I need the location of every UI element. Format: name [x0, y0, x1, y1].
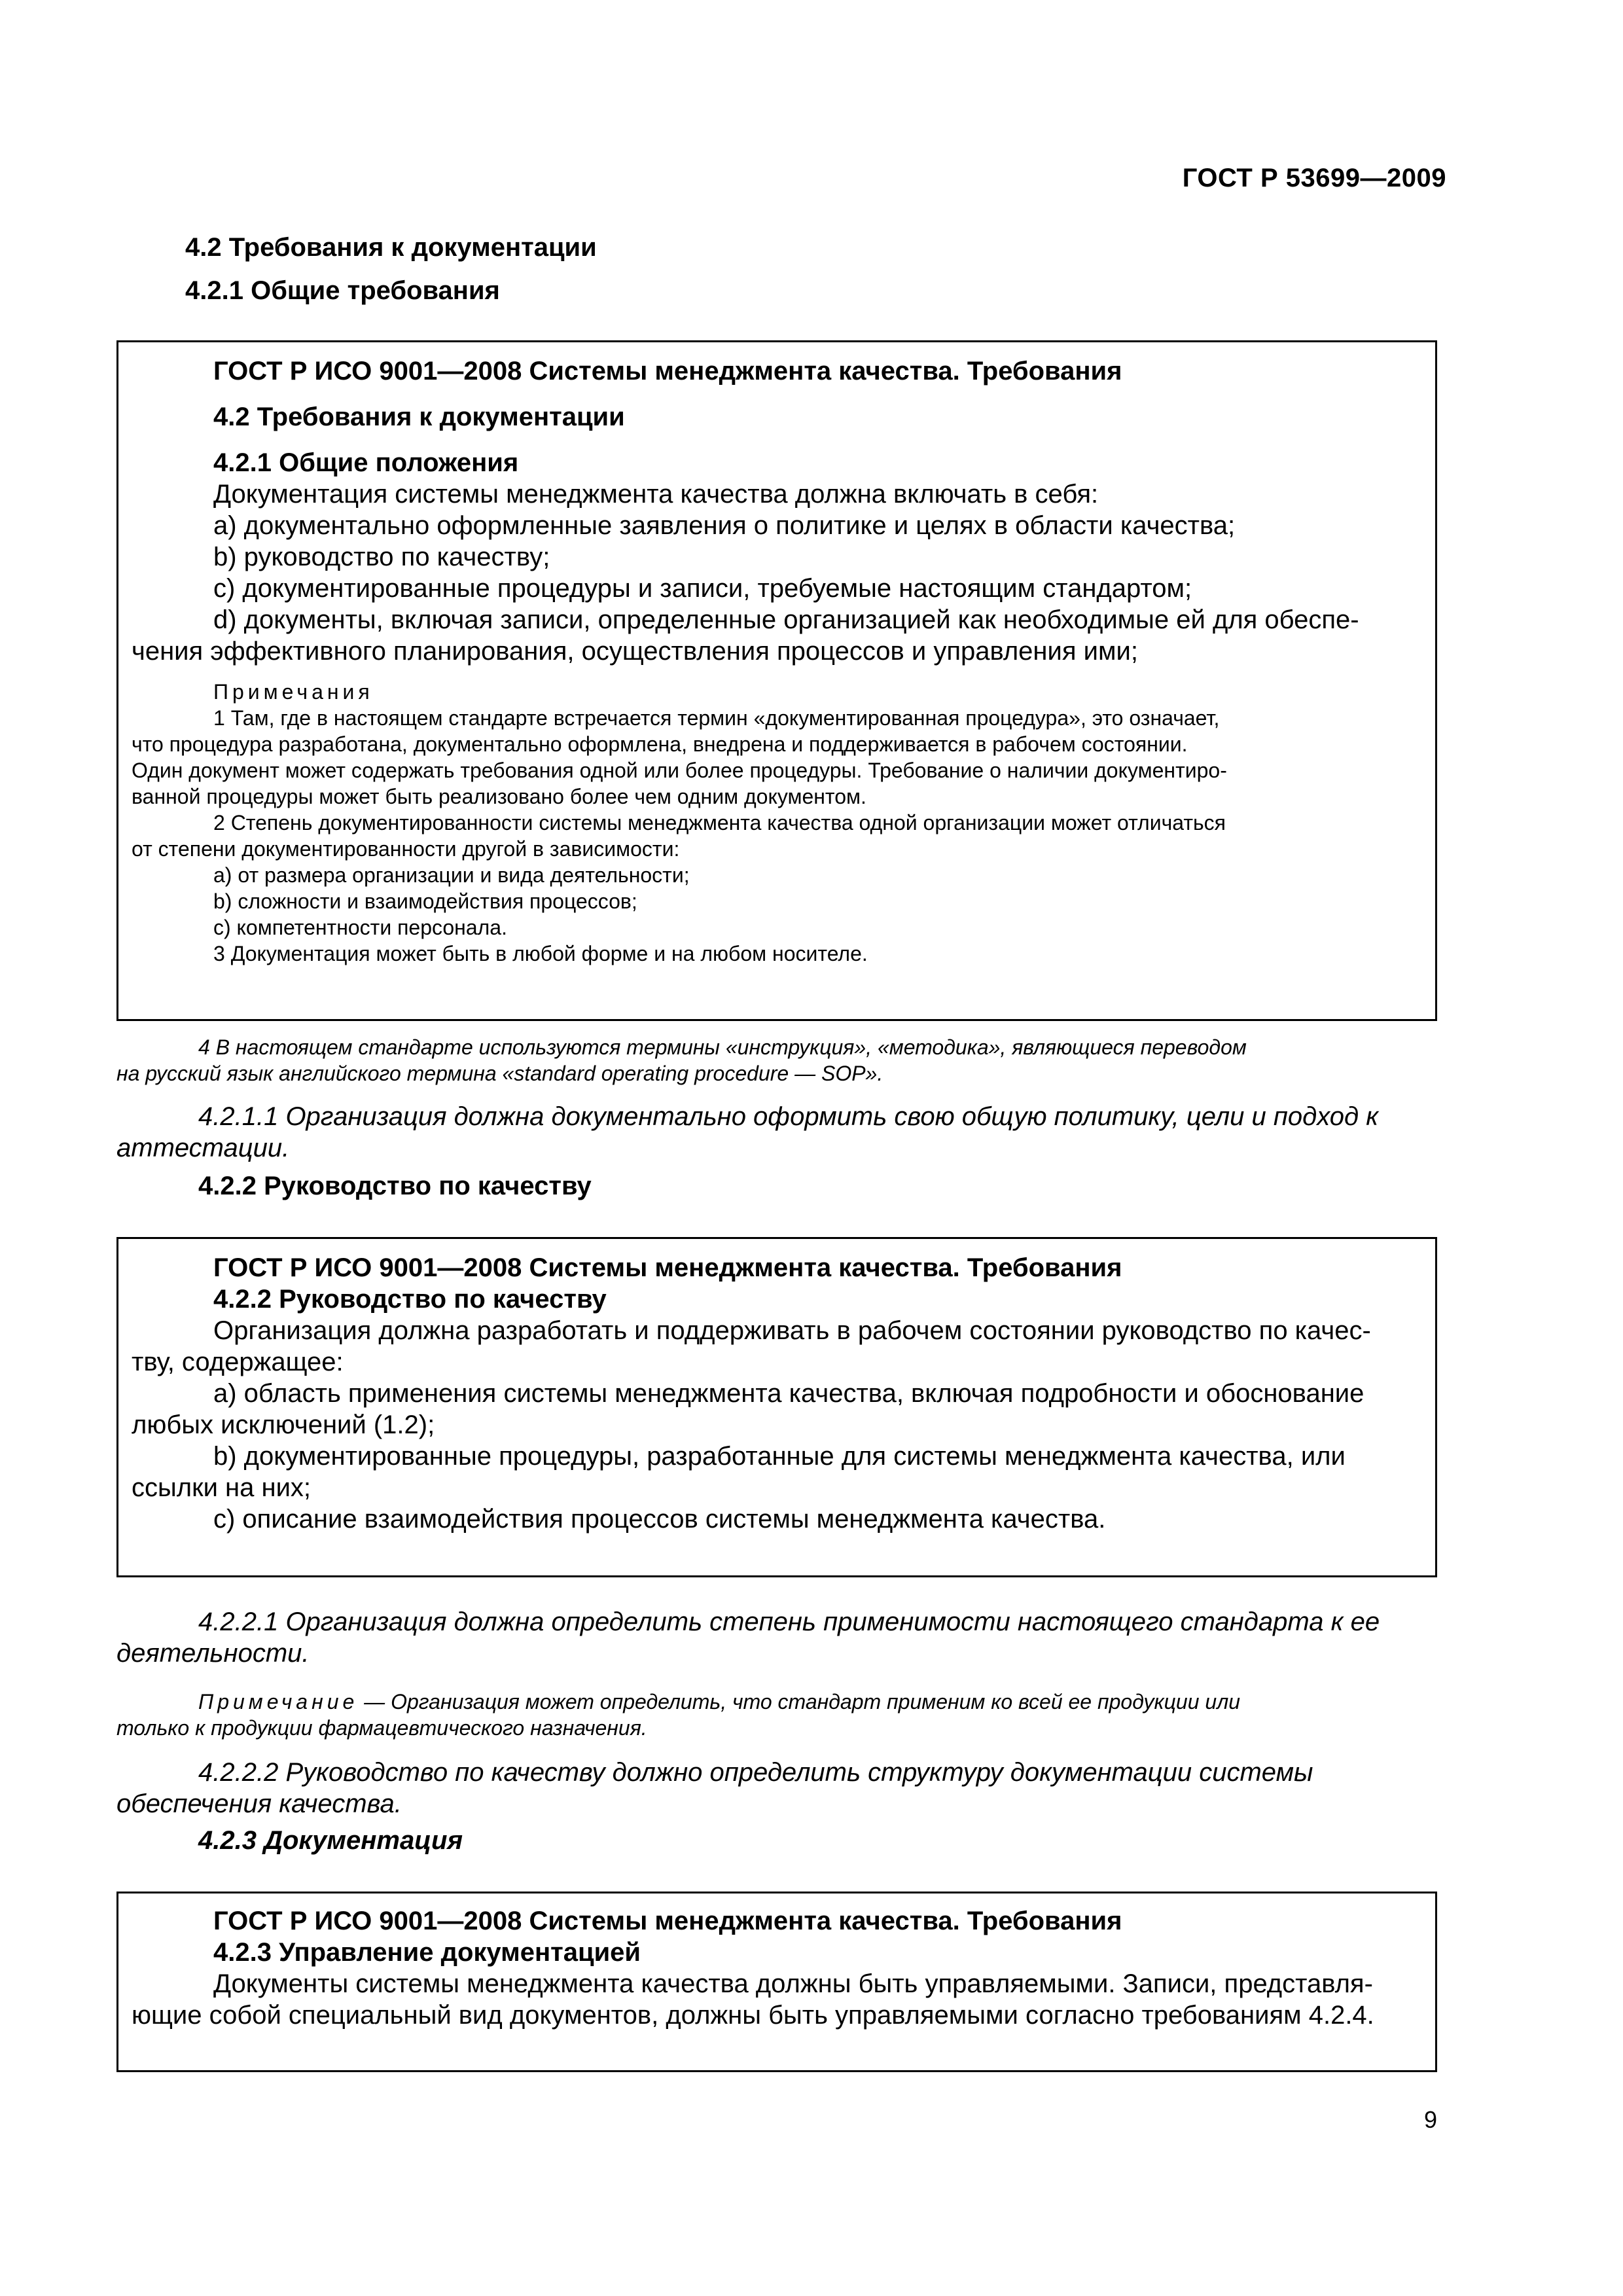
paragraph-4-2-2-1	[116, 1606, 1437, 1669]
box1-line: Документация системы менеджмента качества должна включать в себя:	[213, 480, 1099, 509]
box1-note-line: ванной процедуры может быть реализовано более чем одним документом.	[132, 785, 866, 808]
box1-line: а) документально оформленные заявления о политике и целях в области качества;	[213, 511, 1236, 540]
box3-line: ющие собой специальный вид документов, должны быть управляемыми согласно требованиям 4.2.4.	[132, 2001, 1374, 2030]
section-heading-4-2-3: 4.2.3 Документация	[198, 1826, 463, 1855]
box1-note-line: а) от размера организации и вида деятельности;	[213, 863, 690, 887]
box1-standard-title: ГОСТ Р ИСО 9001—2008 Системы менеджмента качества. Требования	[213, 357, 1122, 386]
box2-line: Организация должна разработать и поддерживать в рабочем состоянии руководство по качес-	[213, 1316, 1371, 1345]
document-code: ГОСТ Р 53699—2009	[1182, 164, 1446, 192]
box1-note-line: 3 Документация может быть в любой форме и на любом носителе.	[213, 942, 868, 965]
box1-line: чения эффективного планирования, осуществления процессов и управления ими;	[132, 637, 1138, 666]
paragraph-line: 4.2.2.1 Организация должна определить степень применимости настоящего стандарта к ее	[198, 1607, 1380, 1636]
box1-line: b) руководство по качеству;	[213, 543, 550, 571]
section-heading-4-2: 4.2 Требования к документации	[185, 233, 597, 262]
section-heading-4-2-2: 4.2.2 Руководство по качеству	[198, 1172, 592, 1200]
box1-notes-title: Примечания	[213, 680, 374, 704]
box2-line: b) документированные процедуры, разработанные для системы менеджмента качества, или	[213, 1442, 1346, 1471]
paragraph-4-2-1-1	[116, 1101, 1437, 1164]
quote-box-iso-4-2-3	[116, 1892, 1437, 2072]
paragraph-line: 4.2.1.1 Организация должна документально оформить свою общую политику, цели и подход к	[198, 1102, 1379, 1131]
box1-heading: 4.2 Требования к документации	[213, 403, 625, 431]
note-4-line: на русский язык английского термина «standard operating procedure — SOP».	[116, 1062, 883, 1085]
box3-heading: 4.2.3 Управление документацией	[213, 1938, 641, 1967]
paragraph-line: деятельности.	[116, 1639, 310, 1668]
quote-box-iso-4-2-1	[116, 340, 1437, 1021]
section-heading-4-2-1: 4.2.1 Общие требования	[185, 276, 500, 305]
note-4-2-2-1	[116, 1689, 1437, 1741]
box2-line: а) область применения системы менеджмента качества, включая подробности и обоснование	[213, 1379, 1364, 1408]
paragraph-line: обеспечения качества.	[116, 1789, 402, 1818]
box1-subheading: 4.2.1 Общие положения	[213, 448, 519, 477]
box1-note-line: что процедура разработана, документально оформлена, внедрена и поддерживается в рабочем состоянии.	[132, 732, 1188, 756]
box2-standard-title: ГОСТ Р ИСО 9001—2008 Системы менеджмента качества. Требования	[213, 1253, 1122, 1282]
paragraph-line: аттестации.	[116, 1134, 290, 1162]
note-text: — Организация может определить, что стандарт применим ко всей ее продукции или	[358, 1690, 1241, 1713]
box3-standard-title: ГОСТ Р ИСО 9001—2008 Системы менеджмента качества. Требования	[213, 1907, 1122, 1935]
note-label: Примечание	[198, 1690, 359, 1713]
quote-box-iso-4-2-2	[116, 1237, 1437, 1577]
paragraph-4-2-2-2	[116, 1757, 1437, 1820]
box1-note-line: от степени документированности другой в зависимости:	[132, 837, 680, 861]
note-text-line: только к продукции фармацевтического назначения.	[116, 1716, 647, 1740]
box1-line: d) документы, включая записи, определенные организацией как необходимые ей для обеспе-	[213, 605, 1359, 634]
box3-line: Документы системы менеджмента качества должны быть управляемыми. Записи, представля-	[213, 1969, 1373, 1998]
note-4-line: 4 В настоящем стандарте используются термины «инструкция», «методика», являющиеся переводом	[198, 1035, 1247, 1059]
box1-note-line: Один документ может содержать требования одной или более процедуры. Требование о наличии документиро-	[132, 759, 1227, 782]
box1-note-line: c) компетентности персонала.	[213, 916, 507, 939]
box2-line: c) описание взаимодействия процессов системы менеджмента качества.	[213, 1505, 1106, 1534]
box2-line: тву, содержащее:	[132, 1348, 344, 1376]
note-4	[116, 1034, 1437, 1086]
box2-line: ссылки на них;	[132, 1473, 312, 1502]
paragraph-line: 4.2.2.2 Руководство по качеству должно определить структуру документации системы	[198, 1758, 1313, 1787]
box1-line: c) документированные процедуры и записи, требуемые настоящим стандартом;	[213, 574, 1192, 603]
page-number: 9	[1423, 2106, 1437, 2133]
box2-heading: 4.2.2 Руководство по качеству	[213, 1285, 607, 1314]
box2-line: любых исключений (1.2);	[132, 1410, 435, 1439]
box1-note-line: 2 Степень документированности системы менеджмента качества одной организации может отличаться	[213, 811, 1226, 834]
box1-note-line: b) сложности и взаимодействия процессов;	[213, 889, 637, 913]
box1-note-line: 1 Там, где в настоящем стандарте встречается термин «документированная процедура», это означает,	[213, 706, 1220, 730]
